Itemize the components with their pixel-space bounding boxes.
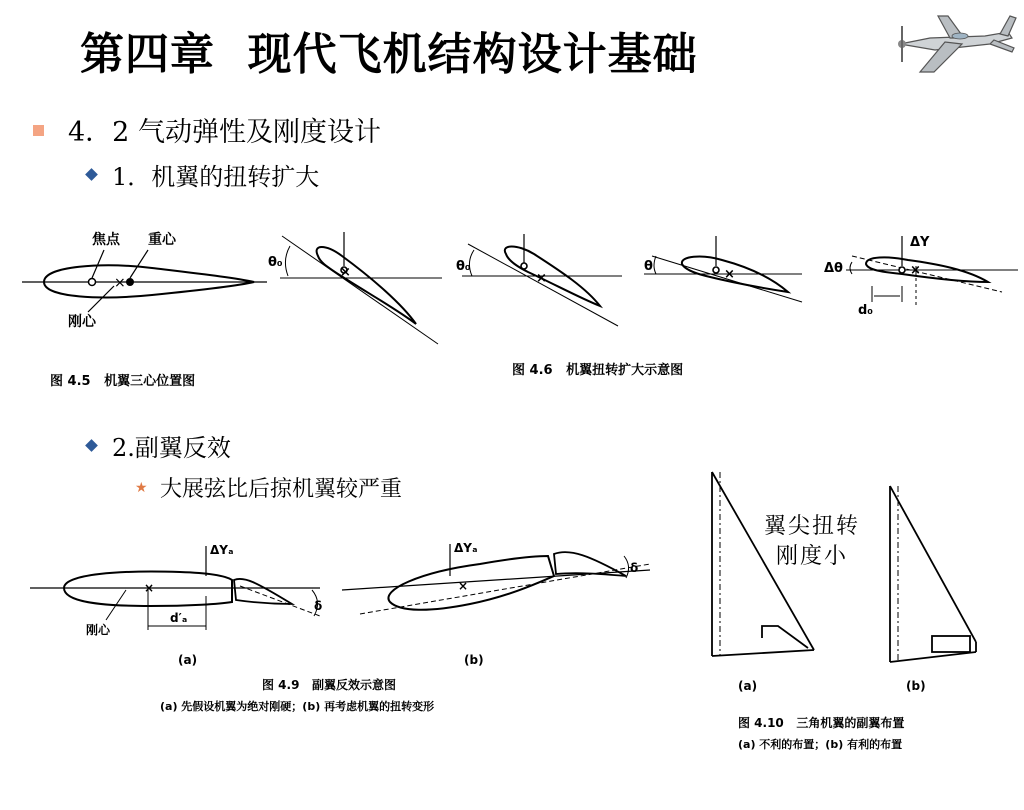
label-theta0-a: θ₀ <box>268 255 283 270</box>
figure-4-5 <box>22 220 282 390</box>
caption-fig-4-6: 图 4.6 机翼扭转扩大示意图 <box>512 363 684 378</box>
sublabel-a-4-10: (a) <box>738 679 758 693</box>
callout-line-1: 翼尖扭转 <box>764 514 861 539</box>
label-theta0-b: θ₀ <box>456 259 471 274</box>
svg-text:×: × <box>340 265 351 280</box>
subheading-torsion: 1．机翼的扭转扩大 <box>112 163 320 191</box>
point-high-aspect-ratio: 大展弦比后掠机翼较严重 <box>160 477 403 502</box>
svg-text:×: × <box>536 271 547 286</box>
label-delta-ya-b: ΔYₐ <box>454 541 478 555</box>
svg-text:×: × <box>910 263 921 278</box>
bullet-diamond-icon <box>85 439 98 452</box>
airplane-image <box>890 8 1020 80</box>
label-d-a: d′ₐ <box>170 611 188 625</box>
label-cg: 重心 <box>148 232 176 248</box>
label-delta-b: δ <box>630 561 639 575</box>
label-focus: 焦点 <box>92 232 120 248</box>
label-delta-a: δ <box>314 599 323 613</box>
caption-fig-4-9: 图 4.9 副翼反效示意图 <box>262 678 396 692</box>
slide-title: 第四章 现代飞机结构设计基础 <box>80 29 698 80</box>
sublabel-b-4-10: (b) <box>906 679 926 693</box>
subheading-aileron-reversal: 2.副翼反效 <box>112 434 231 462</box>
sublabel-a-4-9: (a) <box>178 653 198 667</box>
figure-4-6 <box>262 226 1022 366</box>
label-delta-y: ΔY <box>910 235 930 250</box>
star-bullet-icon: ★ <box>135 480 148 496</box>
label-delta-theta: Δθ <box>824 261 843 276</box>
note-fig-4-10: (a) 不利的布置；(b) 有利的布置 <box>738 738 903 751</box>
caption-fig-4-5: 图 4.5 机翼三心位置图 <box>50 374 196 389</box>
svg-text:×: × <box>114 275 126 291</box>
svg-text:×: × <box>458 579 469 593</box>
callout-tip-torsion <box>764 512 860 572</box>
label-elastic-axis-4-9: 刚心 <box>86 623 111 637</box>
label-theta: θ <box>644 259 653 274</box>
sublabel-b-4-9: (b) <box>464 653 484 667</box>
section-heading: 4．2 气动弹性及刚度设计 <box>68 117 381 148</box>
caption-fig-4-10: 图 4.10 三角机翼的副翼布置 <box>738 716 905 730</box>
label-delta-ya-a: ΔYₐ <box>210 543 234 557</box>
figure-4-9 <box>30 540 650 670</box>
bullet-diamond-icon <box>85 168 98 181</box>
label-elastic-axis: 刚心 <box>68 314 96 330</box>
callout-line-2: 刚度小 <box>776 544 849 569</box>
svg-text:×: × <box>724 267 735 282</box>
label-d0: d₀ <box>858 303 873 318</box>
svg-text:×: × <box>144 581 155 595</box>
figure-4-10 <box>700 466 1000 696</box>
note-fig-4-9: (a) 先假设机翼为绝对刚硬；(b) 再考虑机翼的扭转变形 <box>160 700 435 713</box>
bullet-square-icon <box>33 125 44 136</box>
